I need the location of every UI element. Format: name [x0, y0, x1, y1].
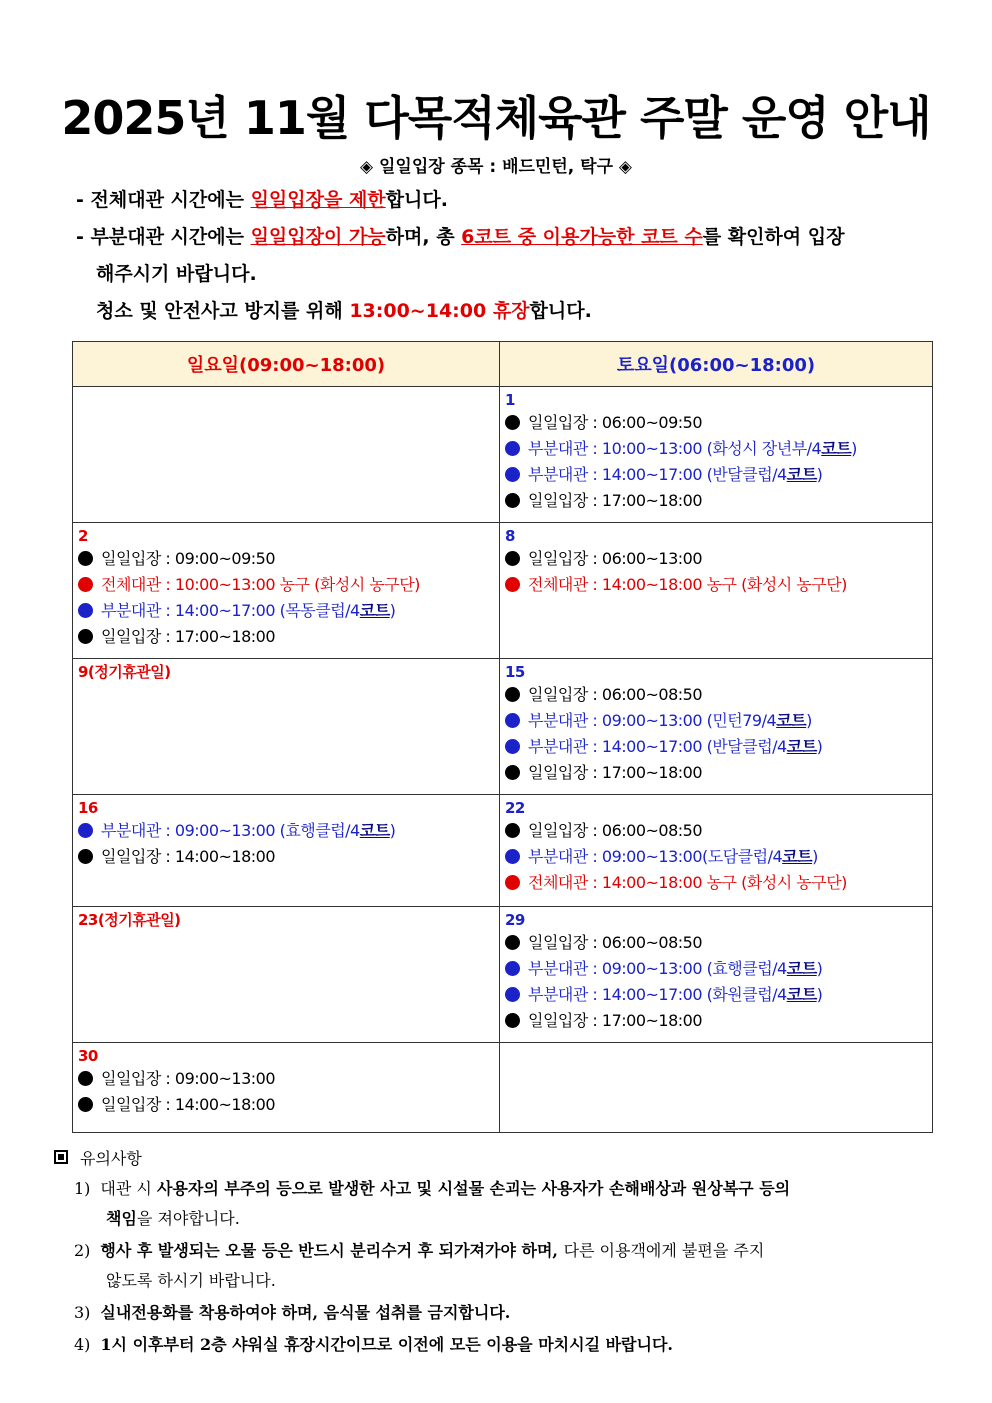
schedule-entry — [78, 624, 494, 650]
entry-close-paren: ) — [812, 847, 818, 866]
square-bullet-icon — [54, 1150, 68, 1164]
blue-dot-icon — [78, 603, 93, 618]
black-dot-icon — [78, 551, 93, 566]
schedule-body — [73, 387, 933, 1133]
schedule-entry — [505, 930, 927, 956]
caution-heading-text: 유의사항 — [80, 1149, 142, 1168]
day-number: 2 — [78, 527, 88, 545]
caution-item — [54, 1174, 954, 1234]
court-label: 코트 — [821, 439, 852, 458]
notice-block — [76, 182, 938, 330]
day-number: 23(정기휴관일) — [78, 911, 181, 929]
schedule-row — [73, 387, 933, 523]
schedule-entry — [78, 1092, 494, 1118]
entry-text: 일일입장 : 17:00~18:00 — [528, 763, 703, 782]
schedule-entry — [505, 546, 927, 572]
entry-close-paren: ) — [806, 711, 812, 730]
entry-text: 일일입장 : 09:00~13:00 — [101, 1069, 276, 1088]
entry-text: 일일입장 : 09:00~09:50 — [101, 549, 276, 568]
day-number: 16 — [78, 799, 98, 817]
caution-continuation — [74, 1204, 954, 1234]
schedule-entry — [505, 818, 927, 844]
entry-close-paren: ) — [389, 821, 396, 840]
black-dot-icon — [505, 935, 520, 950]
entry-close-paren: ) — [816, 985, 823, 1004]
caution-text: 행사 후 발생되는 오물 등은 반드시 분리수거 후 되가져가야 하며, — [100, 1241, 564, 1260]
caution-item — [54, 1236, 954, 1296]
red-dot-icon — [505, 577, 520, 592]
caution-section — [54, 1146, 954, 1360]
notice-highlight: 13:00~14:00 휴장 — [349, 300, 530, 322]
black-dot-icon — [78, 629, 93, 644]
blue-dot-icon — [505, 739, 520, 754]
schedule-entry — [505, 436, 927, 462]
caution-list — [54, 1174, 954, 1360]
entry-close-paren: ) — [389, 601, 396, 620]
day-number: 29 — [505, 911, 525, 929]
entry-text: 일일입장 : 14:00~18:00 — [101, 847, 276, 866]
black-dot-icon — [505, 823, 520, 838]
entry-text: 전체대관 : 14:00~18:00 농구 (화성시 농구단) — [528, 873, 847, 892]
caution-text: 1시 이후부터 2층 샤워실 휴장시간이므로 이전에 모든 이용을 마치시길 바랍니다. — [100, 1335, 673, 1354]
caution-number: 4) — [74, 1335, 91, 1354]
schedule-row — [73, 659, 933, 795]
caution-text: 실내전용화를 착용하여야 하며, 음식물 섭취를 금지합니다. — [100, 1303, 511, 1322]
day-number: 9(정기휴관일) — [78, 663, 171, 681]
caution-item — [54, 1298, 954, 1328]
saturday-cell — [500, 1043, 933, 1133]
entry-text: 일일입장 : 06:00~08:50 — [528, 821, 703, 840]
schedule-entry — [78, 546, 494, 572]
caution-number: 3) — [74, 1303, 91, 1322]
entry-text: 부분대관 : 09:00~13:00 (효행클럽/4 — [101, 821, 360, 840]
blue-dot-icon — [505, 467, 520, 482]
entry-text: 부분대관 : 14:00~17:00 (화원클럽/4 — [528, 985, 787, 1004]
entry-text: 전체대관 : 10:00~13:00 농구 (화성시 농구단) — [101, 575, 420, 594]
black-dot-icon — [78, 849, 93, 864]
caution-heading — [54, 1146, 954, 1172]
entry-text: 부분대관 : 14:00~17:00 (목동클럽/4 — [101, 601, 360, 620]
notice-text: - 전체대관 시간에는 — [76, 189, 251, 211]
notice-line-3 — [76, 256, 938, 293]
entry-text: 부분대관 : 09:00~13:00 (효행클럽/4 — [528, 959, 787, 978]
schedule-entry — [78, 1066, 494, 1092]
day-number: 22 — [505, 799, 525, 817]
entry-text: 일일입장 : 14:00~18:00 — [101, 1095, 276, 1114]
court-label: 코트 — [782, 847, 813, 866]
notice-line-1 — [76, 182, 938, 219]
schedule-entry — [505, 870, 927, 896]
court-label: 코트 — [786, 465, 817, 484]
entry-close-paren: ) — [816, 959, 823, 978]
notice-text: 청소 및 안전사고 방지를 위해 — [96, 300, 350, 322]
saturday-cell — [500, 795, 933, 907]
black-dot-icon — [505, 551, 520, 566]
caution-text: 책임 — [106, 1209, 137, 1228]
court-label: 코트 — [786, 985, 817, 1004]
day-number: 30 — [78, 1047, 98, 1065]
black-dot-icon — [78, 1097, 93, 1112]
notice-text: 합니다. — [385, 189, 448, 211]
schedule-entry — [505, 982, 927, 1008]
black-dot-icon — [505, 765, 520, 780]
page-title: 2025년 11월 다목적체육관 주말 운영 안내 — [61, 91, 931, 145]
schedule-entry — [505, 682, 927, 708]
day-number: 1 — [505, 391, 515, 409]
blue-dot-icon — [505, 961, 520, 976]
blue-dot-icon — [505, 441, 520, 456]
notice-text: 하며, 총 — [385, 226, 462, 248]
schedule-entry — [505, 572, 927, 598]
notice-line-2 — [76, 219, 938, 256]
entry-close-paren: ) — [816, 465, 823, 484]
schedule-entry — [505, 410, 927, 436]
caution-number: 1) — [74, 1179, 91, 1198]
schedule-entry — [505, 462, 927, 488]
court-label: 코트 — [786, 737, 817, 756]
saturday-cell — [500, 523, 933, 659]
caution-text: 다른 이용객에게 불편을 주지 — [563, 1241, 765, 1260]
caution-line — [74, 1330, 954, 1360]
black-dot-icon — [505, 493, 520, 508]
entry-text: 일일입장 : 06:00~08:50 — [528, 933, 703, 952]
notice-highlight: 일일입장을 제한 — [250, 189, 386, 211]
court-label: 코트 — [786, 959, 817, 978]
entry-text: 일일입장 : 06:00~09:50 — [528, 413, 703, 432]
schedule-entry — [505, 956, 927, 982]
saturday-header: 토요일(06:00~18:00) — [500, 342, 933, 387]
schedule-entry — [505, 1008, 927, 1034]
entry-text: 부분대관 : 09:00~13:00(도담클럽/4 — [528, 847, 783, 866]
notice-highlight: 일일입장이 가능 — [250, 226, 386, 248]
notice-text: 해주시기 바랍니다. — [96, 263, 257, 285]
sunday-cell — [73, 1043, 500, 1133]
entry-text: 전체대관 : 14:00~18:00 농구 (화성시 농구단) — [528, 575, 847, 594]
notice-line-4 — [76, 293, 938, 330]
entry-text: 부분대관 : 14:00~17:00 (반달클럽/4 — [528, 465, 787, 484]
entry-text: 부분대관 : 10:00~13:00 (화성시 장년부/4 — [528, 439, 822, 458]
sports-subtitle: ◈ 일일입장 종목 : 배드민턴, 탁구 ◈ — [360, 157, 632, 177]
black-dot-icon — [78, 1071, 93, 1086]
caution-continuation — [74, 1266, 954, 1296]
sunday-cell — [73, 795, 500, 907]
black-dot-icon — [505, 415, 520, 430]
caution-line — [74, 1236, 954, 1266]
caution-line — [74, 1174, 954, 1204]
schedule-row — [73, 795, 933, 907]
entry-text: 일일입장 : 17:00~18:00 — [528, 1011, 703, 1030]
schedule-entry — [505, 760, 927, 786]
caution-text: 사용자의 부주의 등으로 발생한 사고 및 시설물 손괴는 사용자가 손해배상과 원상복구 등의 — [156, 1179, 791, 1198]
red-dot-icon — [78, 577, 93, 592]
blue-dot-icon — [505, 713, 520, 728]
schedule-row — [73, 1043, 933, 1133]
blue-dot-icon — [505, 987, 520, 1002]
saturday-cell — [500, 659, 933, 795]
caution-line — [74, 1298, 954, 1328]
notice-highlight: 6코트 중 이용가능한 코트 수 — [461, 226, 703, 248]
notice-text: - 부분대관 시간에는 — [76, 226, 251, 248]
red-dot-icon — [505, 875, 520, 890]
schedule-entry — [505, 488, 927, 514]
court-label: 코트 — [359, 821, 390, 840]
saturday-cell — [500, 907, 933, 1043]
schedule-row — [73, 907, 933, 1043]
saturday-cell — [500, 387, 933, 523]
day-number: 8 — [505, 527, 515, 545]
schedule-row — [73, 523, 933, 659]
caution-text: 않도록 하시기 바랍니다. — [106, 1271, 276, 1290]
black-dot-icon — [505, 687, 520, 702]
caution-text: 대관 시 — [100, 1179, 157, 1198]
schedule-entry — [78, 844, 494, 870]
schedule-header-row — [73, 342, 933, 387]
blue-dot-icon — [505, 849, 520, 864]
notice-text: 를 확인하여 입장 — [702, 226, 845, 248]
day-number: 15 — [505, 663, 525, 681]
blue-dot-icon — [78, 823, 93, 838]
schedule-entry — [78, 818, 494, 844]
entry-text: 일일입장 : 06:00~13:00 — [528, 549, 703, 568]
sunday-cell — [73, 387, 500, 523]
sunday-cell — [73, 907, 500, 1043]
caution-number: 2) — [74, 1241, 91, 1260]
black-dot-icon — [505, 1013, 520, 1028]
sunday-cell — [73, 659, 500, 795]
sunday-cell — [73, 523, 500, 659]
entry-text: 일일입장 : 17:00~18:00 — [101, 627, 276, 646]
court-label: 코트 — [776, 711, 807, 730]
schedule-table — [72, 341, 933, 1133]
entry-text: 부분대관 : 09:00~13:00 (민턴79/4 — [528, 711, 777, 730]
entry-text: 일일입장 : 06:00~08:50 — [528, 685, 703, 704]
entry-text: 부분대관 : 14:00~17:00 (반달클럽/4 — [528, 737, 787, 756]
notice-text: 합니다. — [529, 300, 592, 322]
schedule-entry — [78, 598, 494, 624]
entry-text: 일일입장 : 17:00~18:00 — [528, 491, 703, 510]
court-label: 코트 — [359, 601, 390, 620]
entry-close-paren: ) — [816, 737, 823, 756]
schedule-entry — [505, 734, 927, 760]
schedule-entry — [78, 572, 494, 598]
schedule-entry — [505, 708, 927, 734]
schedule-entry — [505, 844, 927, 870]
sunday-header: 일요일(09:00~18:00) — [73, 342, 500, 387]
entry-close-paren: ) — [851, 439, 857, 458]
caution-item — [54, 1330, 954, 1360]
caution-text: 을 져야합니다. — [136, 1209, 240, 1228]
